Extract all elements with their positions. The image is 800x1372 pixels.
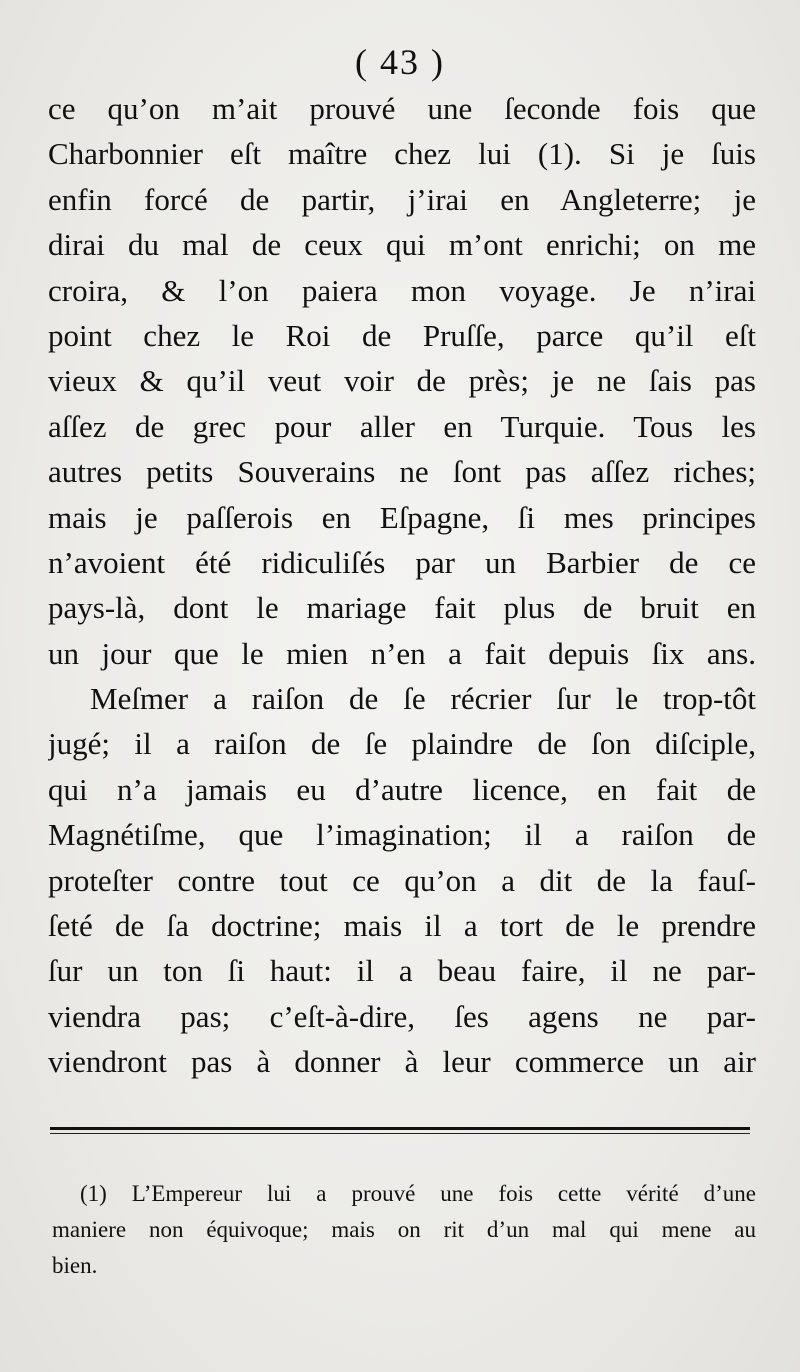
page-number: ( 43 ) [355, 42, 445, 82]
text-line: ſur un ton ſi haut: il a beau faire, il ne par- [48, 953, 756, 989]
text-line: enfin forcé de partir, j’irai en Angleterre; je [48, 181, 756, 217]
text-line: autres petits Souverains ne ſont pas aſſez riches; [48, 454, 756, 490]
text-line: un jour que le mien n’en a fait depuis ſix ans. [48, 635, 756, 671]
text-line: jugé; il a raiſon de ſe plaindre de ſon diſciple, [48, 726, 756, 762]
main-text [48, 86, 756, 1085]
text-line: ſeté de ſa doctrine; mais il a tort de le prendre [48, 908, 756, 944]
text-line: dirai du mal de ceux qui m’ont enrichi; on me [48, 227, 756, 263]
footnote-line: maniere non équivoque; mais on rit d’un mal qui mene au [52, 1217, 756, 1242]
text-line: Charbonnier eſt maître chez lui (1). Si je ſuis [48, 136, 756, 172]
text-line: n’avoient été ridiculiſés par un Barbier de ce [48, 544, 756, 580]
text-line: Magnétiſme, que l’imagination; il a raiſon de [48, 817, 756, 853]
footnote-line: bien. [52, 1253, 98, 1278]
footnote-line: (1) L’Empereur lui a prouvé une fois cette vérité d’une [80, 1181, 756, 1206]
footnote-separator-rule [50, 1127, 750, 1134]
text-line: pays-là, dont le mariage fait plus de bruit en [48, 590, 756, 626]
text-line: viendront pas à donner à leur commerce un air [48, 1044, 756, 1080]
text-line: qui n’a jamais eu d’autre licence, en fait de [48, 771, 756, 807]
text-line: proteſter contre tout ce qu’on a dit de la fauſ- [48, 862, 756, 898]
text-line: viendra pas; c’eſt-à-dire, ſes agens ne par- [48, 998, 756, 1034]
text-line: point chez le Roi de Pruſſe, parce qu’il eſt [48, 317, 756, 353]
paragraph-start-line: Meſmer a raiſon de ſe récrier ſur le trop-tôt [90, 681, 756, 717]
text-line: ce qu’on m’ait prouvé une ſeconde fois que [48, 91, 756, 126]
footnote [52, 1176, 756, 1284]
text-line: aſſez de grec pour aller en Turquie. Tous les [48, 408, 756, 444]
text-line: vieux & qu’il veut voir de près; je ne ſais pas [48, 363, 756, 399]
text-line: mais je paſſerois en Eſpagne, ſi mes principes [48, 499, 756, 535]
text-line: croira, & l’on paiera mon voyage. Je n’irai [48, 272, 756, 308]
